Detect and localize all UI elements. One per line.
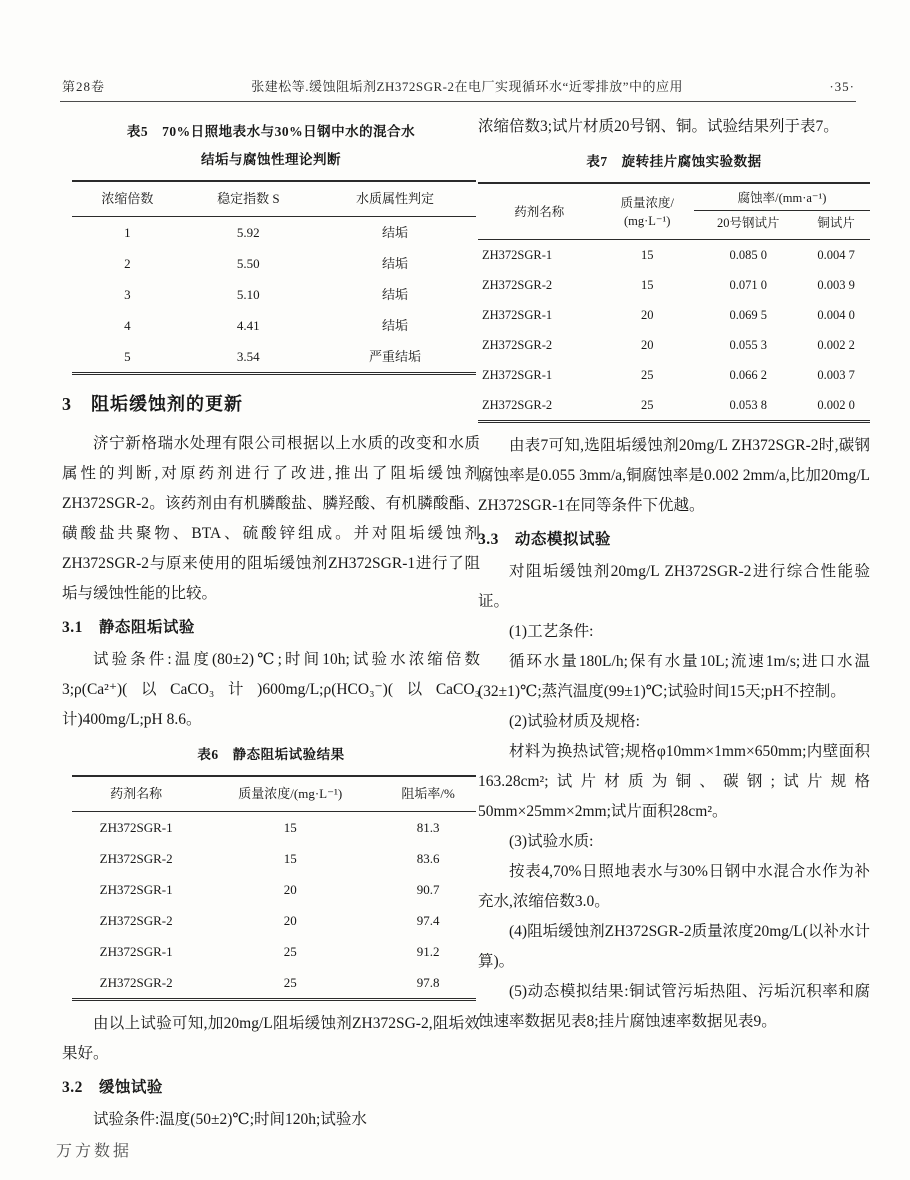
table7-caption: 表7 旋转挂片腐蚀实验数据 — [586, 154, 762, 169]
cell: ZH372SGR-1 — [99, 881, 173, 897]
paragraph: 按表4,70%日照地表水与30%日钢中水混合水作为补充水,浓缩倍数3.0。 — [478, 863, 870, 910]
cell: 0.004 0 — [817, 308, 855, 322]
cell: 81.3 — [416, 819, 440, 835]
column-header: 铜试片 — [802, 211, 870, 240]
table-row — [72, 341, 476, 374]
table-header-row — [72, 776, 476, 812]
cell: 5.50 — [236, 255, 260, 271]
column-header: 20号钢试片 — [694, 211, 802, 240]
cell: 5 — [124, 348, 131, 364]
paragraph: 浓缩倍数3;试片材质20号钢、铜。试验结果列于表7。 — [478, 118, 839, 135]
cell: 25 — [283, 943, 297, 959]
cell: 3 — [124, 286, 131, 302]
section-3-1-heading: 3.1 静态阻垢试验 — [62, 619, 195, 636]
cell: 0.071 0 — [729, 278, 767, 292]
cell: 20 — [283, 881, 297, 897]
cell: 0.003 7 — [817, 368, 855, 382]
cell: 0.003 9 — [817, 278, 855, 292]
paragraph: 对阻垢缓蚀剂20mg/L ZH372SGR-2进行综合性能验证。 — [478, 563, 870, 610]
cell: 91.2 — [416, 943, 440, 959]
caption-line: 结垢与腐蚀性理论判断 — [201, 152, 341, 167]
column-header-span: 腐蚀率/(mm·a⁻¹) — [694, 183, 870, 211]
cell: 5.10 — [236, 286, 260, 302]
page-number: ·35· — [829, 79, 855, 94]
table-row — [72, 874, 476, 905]
table-row — [478, 240, 870, 271]
header-line: (mg·L⁻¹) — [623, 213, 671, 228]
cell: 1 — [124, 224, 131, 240]
right-column — [478, 112, 870, 1037]
section-3-heading: 3 阻垢缓蚀剂的更新 — [62, 394, 243, 414]
table-row — [72, 905, 476, 936]
cell: 0.066 2 — [729, 368, 767, 382]
cell: 0.053 8 — [729, 398, 767, 412]
page-header — [62, 76, 855, 95]
header-line: 质量浓度/ — [620, 195, 674, 210]
cell: 2 — [124, 255, 131, 271]
table5 — [72, 180, 476, 375]
paragraph: 由以上试验可知,加20mg/L阻垢缓蚀剂ZH372SG-2,阻垢效果好。 — [62, 1015, 480, 1062]
paragraph: 材料为换热试管;规格φ10mm×1mm×650mm;内壁面积163.28cm²;试片材质为铜、碳钢;试片规格50mm×25mm×2mm;试片面积28cm²。 — [478, 743, 870, 820]
table-row — [478, 330, 870, 360]
cell: 3.54 — [236, 348, 260, 364]
running-title: 张建松等.缓蚀阻垢剂ZH372SGR-2在电厂实现循环水“近零排放”中的应用 — [251, 79, 684, 94]
cell: 15 — [283, 819, 297, 835]
caption-line: 表5 70%日照地表水与30%日钢中水的混合水 — [126, 124, 416, 139]
cell: 严重结垢 — [368, 348, 421, 364]
column-header — [600, 183, 694, 240]
wanfang-watermark: 万方数据 — [56, 1143, 133, 1160]
cell: 97.8 — [416, 974, 440, 990]
cell: ZH372SGR-1 — [482, 248, 553, 262]
table-header-row — [478, 183, 870, 211]
cell: ZH372SGR-2 — [482, 338, 553, 352]
cell: ZH372SGR-1 — [482, 308, 553, 322]
cell: 5.92 — [236, 224, 260, 240]
table-row — [478, 270, 870, 300]
paragraph: (5)动态模拟结果:铜试管污垢热阻、污垢沉积率和腐蚀速率数据见表8;挂片腐蚀速率数据见表9。 — [478, 983, 870, 1030]
table6 — [72, 775, 476, 1001]
paragraph: 济宁新格瑞水处理有限公司根据以上水质的改变和水质属性的判断,对原药剂进行了改进,推出了阻垢缓蚀剂ZH372SGR-2。该药剂由有机膦酸盐、膦羟酸、有机膦酸酯、磺酸盐共聚物、BTA、硫酸锌组成。并对阻垢缓蚀剂ZH372SGR-2与原来使用的阻垢缓蚀剂ZH372SGR-1进行了阻垢与缓蚀性能的比较。 — [62, 435, 480, 602]
column-header: 稳定指数 S — [183, 181, 314, 217]
table-row — [72, 967, 476, 1000]
column-header: 药剂名称 — [478, 183, 600, 240]
cell: ZH372SGR-2 — [99, 850, 173, 866]
column-header: 阻垢率/% — [380, 776, 476, 812]
cell: 20 — [283, 912, 297, 928]
column-header: 浓缩倍数 — [72, 181, 183, 217]
cell: ZH372SGR-1 — [482, 368, 553, 382]
column-header: 水质属性判定 — [314, 181, 476, 217]
table-row — [72, 217, 476, 249]
section-3-3-heading: 3.3 动态模拟试验 — [478, 531, 611, 548]
cell: 20 — [640, 338, 654, 352]
table-row — [72, 248, 476, 279]
table-row — [478, 300, 870, 330]
table-header-row — [72, 181, 476, 217]
cell: 15 — [283, 850, 297, 866]
cell: ZH372SGR-2 — [99, 974, 173, 990]
cell: 83.6 — [416, 850, 440, 866]
table-row — [72, 812, 476, 844]
cell: 结垢 — [381, 224, 408, 240]
section-3-2-heading: 3.2 缓蚀试验 — [62, 1079, 163, 1096]
table5-caption — [62, 118, 480, 174]
cell: 0.004 7 — [817, 248, 855, 262]
cell: 0.069 5 — [729, 308, 767, 322]
cell: ZH372SGR-2 — [482, 278, 553, 292]
cell: 0.085 0 — [729, 248, 767, 262]
table-row — [72, 936, 476, 967]
table-row — [478, 390, 870, 422]
cell: 15 — [640, 248, 654, 262]
paragraph: 试验条件:温度(80±2)℃;时间10h;试验水浓缩倍数3;ρ(Ca²⁺)(以CaCO₃计)600mg/L;ρ(HCO₃⁻)(以CaCO₃计)400mg/L;pH 8.6。 — [62, 651, 480, 728]
column-header: 质量浓度/(mg·L⁻¹) — [200, 776, 380, 812]
cell: 4.41 — [236, 317, 260, 333]
cell: ZH372SGR-1 — [99, 819, 173, 835]
cell: 结垢 — [381, 255, 408, 271]
left-column — [62, 112, 480, 1135]
cell: 97.4 — [416, 912, 440, 928]
volume-label: 第28卷 — [62, 79, 106, 94]
paragraph: 由表7可知,选阻垢缓蚀剂20mg/L ZH372SGR-2时,碳钢腐蚀率是0.055 3mm/a,铜腐蚀率是0.002 2mm/a,比加20mg/L ZH372SGR-1在同等条件下优越。 — [478, 437, 870, 514]
column-header: 药剂名称 — [72, 776, 200, 812]
table6-caption: 表6 静态阻垢试验结果 — [197, 747, 345, 762]
header-rule — [60, 101, 856, 102]
cell: 0.055 3 — [729, 338, 767, 352]
cell: 25 — [640, 398, 654, 412]
cell: 0.002 2 — [817, 338, 855, 352]
paragraph: 循环水量180L/h;保有水量10L;流速1m/s;进口水温(32±1)℃;蒸汽温度(99±1)℃;试验时间15天;pH不控制。 — [478, 653, 870, 700]
cell: 90.7 — [416, 881, 440, 897]
list-item-label: (1)工艺条件: — [509, 623, 594, 640]
table-row — [72, 310, 476, 341]
paragraph: (4)阻垢缓蚀剂ZH372SGR-2质量浓度20mg/L(以补水计算)。 — [478, 923, 870, 970]
cell: ZH372SGR-2 — [482, 398, 553, 412]
cell: 4 — [124, 317, 131, 333]
cell: 结垢 — [381, 317, 408, 333]
table-row — [72, 843, 476, 874]
cell: 结垢 — [381, 286, 408, 302]
table-row — [478, 360, 870, 390]
paragraph: 试验条件:温度(50±2)℃;时间120h;试验水 — [93, 1111, 367, 1128]
cell: 25 — [640, 368, 654, 382]
cell: 20 — [640, 308, 654, 322]
table7 — [478, 182, 870, 423]
cell: ZH372SGR-1 — [99, 943, 173, 959]
list-item-label: (2)试验材质及规格: — [509, 713, 640, 730]
list-item-label: (3)试验水质: — [509, 833, 594, 850]
cell: ZH372SGR-2 — [99, 912, 173, 928]
cell: 25 — [283, 974, 297, 990]
cell: 0.002 0 — [817, 398, 855, 412]
cell: 15 — [640, 278, 654, 292]
table-row — [72, 279, 476, 310]
